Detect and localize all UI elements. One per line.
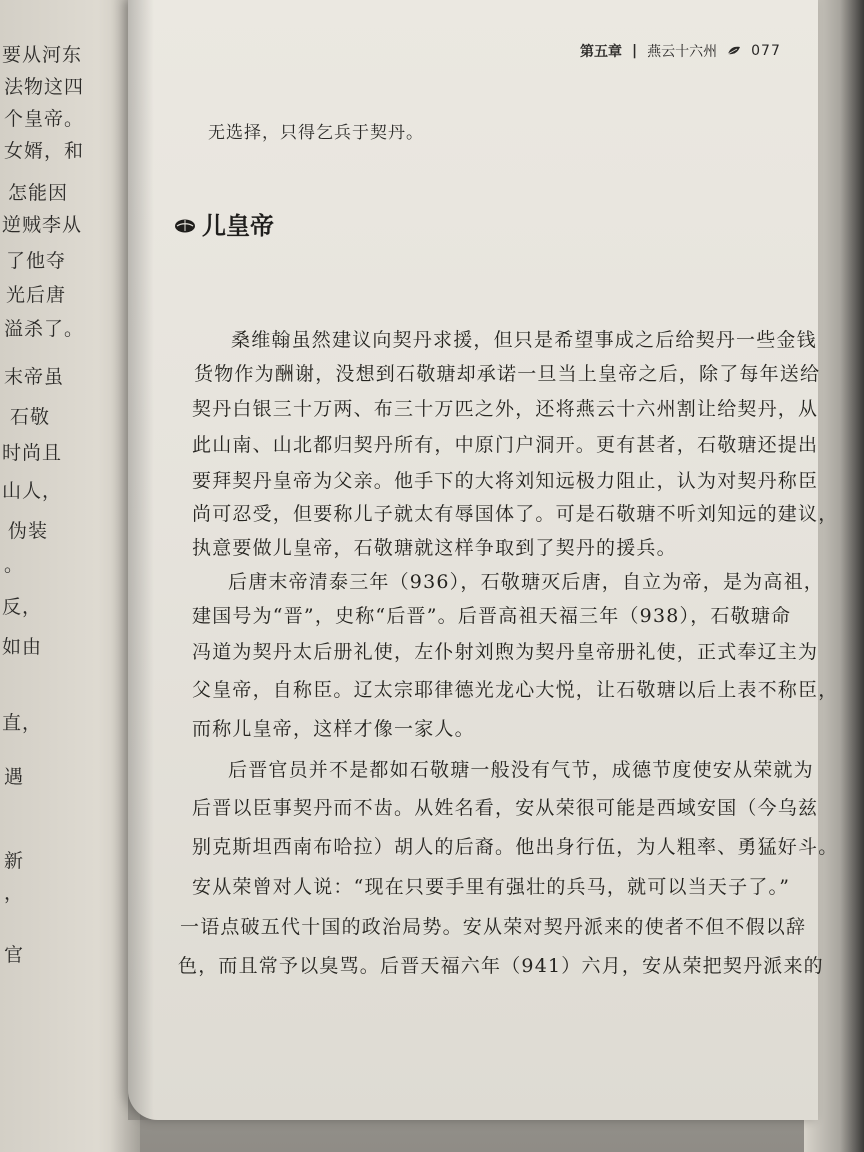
left-fragment: 如由 (2, 636, 43, 658)
left-fragment: 官 (4, 944, 25, 966)
running-header (580, 41, 781, 61)
body-line: 执意要做儿皇帝，石敬瑭就这样争取到了契丹的援兵。 (192, 537, 677, 559)
left-fragment: ， (4, 882, 25, 904)
left-fragment: 时尚且 (2, 442, 63, 464)
body-line: 桑维翰虽然建议向契丹求援，但只是希望事成之后给契丹一些金钱 (231, 329, 817, 351)
body-line: 建国号为“晋”，史称“后晋”。后晋高祖天福三年（938），石敬瑭命 (192, 605, 792, 627)
body-line: 色，而且常予以臭骂。后晋天福六年（941）六月，安从荣把契丹派来的 (178, 955, 824, 977)
body-line: 此山南、山北都归契丹所有，中原门户洞开。更有甚者，石敬瑭还提出 (192, 434, 819, 456)
left-fragment: 反， (2, 596, 43, 618)
left-fragment: 遇 (4, 766, 25, 788)
body-line: 尚可忍受，但要称儿子就太有辱国体了。可是石敬瑭不听刘知远的建议， (192, 503, 839, 525)
body-line: 契丹白银三十万两、布三十万匹之外，还将燕云十六州割让给契丹，从 (192, 398, 819, 420)
left-fragment: 法物这四 (4, 76, 85, 98)
page-gutter (128, 0, 154, 1120)
section-heading (174, 206, 274, 241)
left-fragment: 新 (4, 850, 25, 872)
body-line: 父皇帝，自称臣。辽太宗耶律德光龙心大悦，让石敬瑭以后上表不称臣， (192, 679, 839, 701)
body-line: 一语点破五代十国的政治局势。安从荣对契丹派来的使者不但不假以辞 (180, 916, 807, 938)
left-fragment: 伪装 (8, 520, 49, 542)
left-fragment: 怎能因 (8, 182, 69, 204)
leaf-ornament-icon (727, 46, 741, 56)
section-title: 儿皇帝 (202, 212, 274, 240)
left-page (0, 0, 140, 1152)
left-fragment: 直， (2, 712, 43, 734)
chapter-label: 第五章 (580, 44, 622, 60)
book-page (128, 0, 839, 1120)
page-number: 077 (751, 43, 781, 59)
body-line: 安从荣曾对人说：“现在只要手里有强壮的兵马，就可以当天子了。” (192, 876, 791, 898)
left-fragment: 石敬 (10, 406, 51, 428)
left-fragment: 末帝虽 (4, 366, 65, 388)
body-line: 别克斯坦西南布哈拉）胡人的后裔。他出身行伍，为人粗率、勇猛好斗。 (192, 836, 839, 858)
left-fragment: 光后唐 (6, 284, 67, 306)
left-fragment: 要从河东 (2, 44, 83, 66)
header-separator: | (632, 43, 638, 59)
left-fragment: 溢杀了。 (4, 318, 85, 340)
chapter-title: 燕云十六州 (647, 44, 718, 60)
body-line: 后晋官员并不是都如石敬瑭一般没有气节，成德节度使安从荣就为 (228, 759, 814, 781)
body-line: 而称儿皇帝，这样才像一家人。 (192, 718, 475, 740)
left-fragment: 女婿，和 (4, 140, 85, 162)
left-fragment: 山人， (2, 480, 63, 502)
left-fragment: 个皇帝。 (4, 108, 85, 130)
body-line: 后唐末帝清泰三年（936），石敬瑭灭后唐，自立为帝，是为高祖， (228, 571, 824, 593)
body-line: 货物作为酬谢，没想到石敬瑭却承诺一旦当上皇帝之后，除了每年送给 (194, 363, 821, 385)
left-fragment: 。 (4, 554, 25, 576)
left-fragment: 了他夺 (6, 250, 67, 272)
body-line: 冯道为契丹太后册礼使，左仆射刘煦为契丹皇帝册礼使，正式奉辽主为 (192, 641, 819, 663)
leaf-ornament-icon (174, 215, 196, 233)
left-fragment: 逆贼李从 (2, 214, 83, 236)
body-line: 要拜契丹皇帝为父亲。他手下的大将刘知远极力阻止，认为对契丹称臣 (192, 470, 819, 492)
continued-text-line: 无选择，只得乞兵于契丹。 (208, 123, 424, 143)
body-line: 后晋以臣事契丹而不齿。从姓名看，安从荣很可能是西域安国（今乌兹 (192, 797, 819, 819)
